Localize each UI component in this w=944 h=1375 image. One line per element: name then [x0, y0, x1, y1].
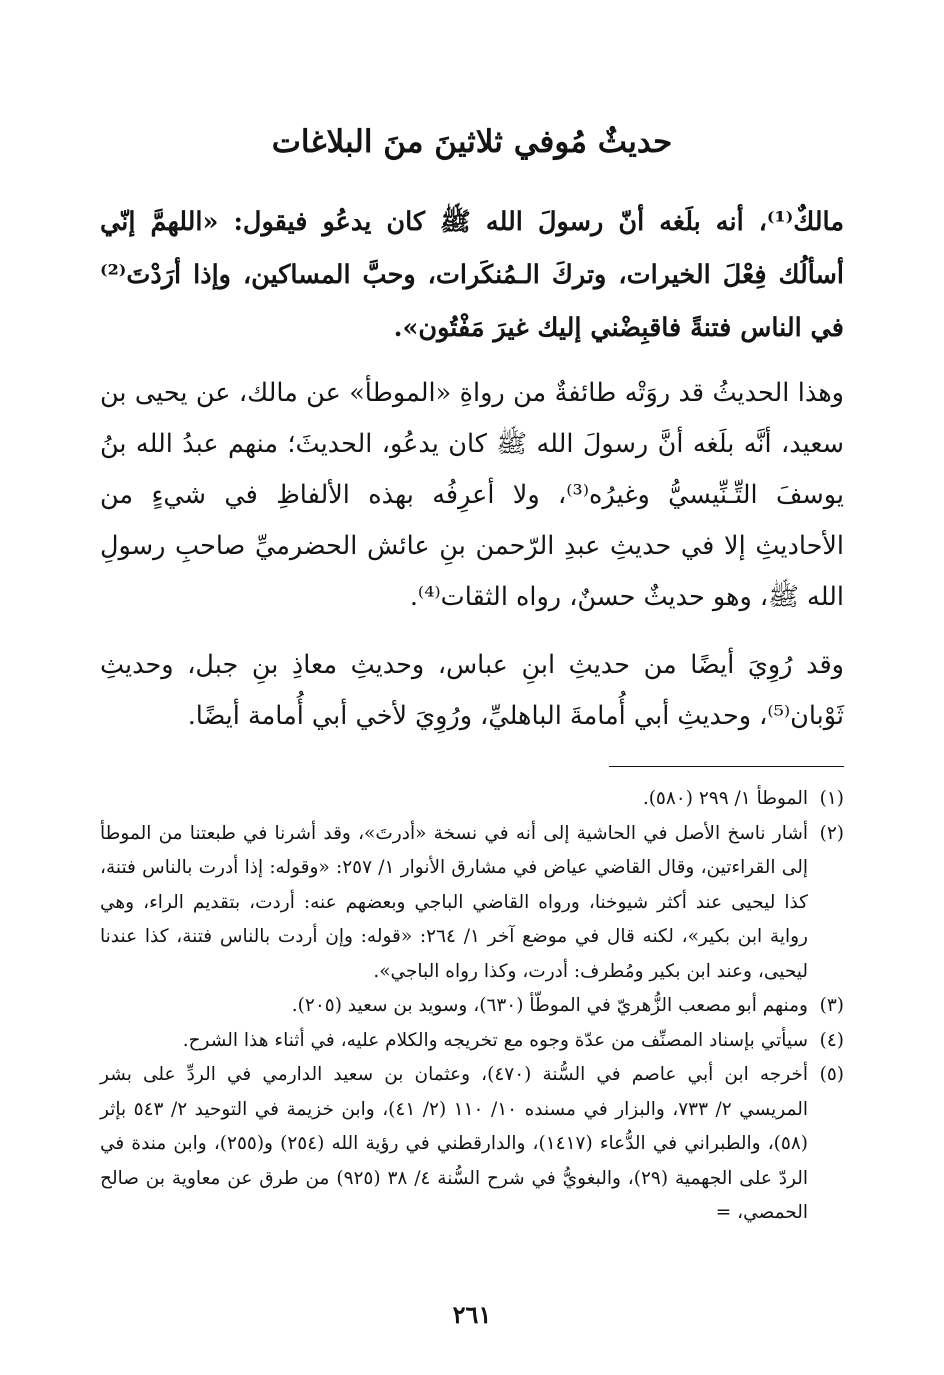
- footnote: [100, 817, 844, 990]
- footnote-separator: [609, 766, 844, 767]
- additional-narrations-paragraph: وقد رُوِيَ أيضًا من حديثِ ابنِ عباس، وحديثِ معاذِ بنِ جبل، وحديثِ ثَوْبان⁽⁵⁾، وحديثِ أبي أُمامةَ الباهليِّ، ورُوِيَ لأخي أبي أُمامة أيضًا.: [100, 650, 844, 731]
- footnote-number: (٤): [819, 1029, 844, 1051]
- commentary-paragraph: وهذا الحديثُ قد روَتْه طائفةٌ من رواةِ «الموطأ» عن مالك، عن يحيى بن سعيد، أنَّه بلَغه أنَّ رسولَ الله ﷺ كان يدعُو، الحديثَ؛ منهم عبدُ الله بنُ يوسفَ التِّـنِّيسيُّ وغيرُه⁽³⁾، ولا أعرِفُه بهذه الألفاظِ في شيءٍ من الأحاديثِ إلا في حديثِ عبدِ الرّحمن بنِ عائش الحضرميِّ صاحبِ رسولِ الله ﷺ، وهو حديثٌ حسنٌ، رواه الثقات⁽⁴⁾.: [100, 378, 844, 612]
- page-number: ٢٦١: [452, 1300, 492, 1329]
- footnote-number: (٥): [819, 1064, 844, 1085]
- footnote: [100, 1024, 844, 1059]
- footnote-text: أشار ناسخ الأصل في الحاشية إلى أنه في نسخة «أدرتَ»، وقد أشرنا في طبعتنا من الموطأ إلى القراءتين، وقال القاضي عياض في مشارق الأنوار ١/ ٢٥٧: «وقوله: إذا أدرت بالناس فتنة، كذا ليحيى عند أكثر شيوخنا، ورواه القاضي الباجي وبعضهم عنه: أردت، بتقديم الراء، وهي رواية ابن بكير»، لكنه قال في موضع آخر ١/ ٢٦٤: «قوله: وإن أردت بالناس فتنة، كذا عندنا ليحيى، وعند ابن بكير ومُطرف: أدرت، وكذا رواه الباجي».: [100, 822, 808, 982]
- footnote-number: (٣): [819, 995, 844, 1016]
- footnote: [100, 989, 844, 1024]
- hadith-paragraph: مالكٌ⁽¹⁾، أنه بلَغه أنّ رسولَ الله ﷺ كان يدعُو فيقول: «اللهمَّ إنّي أسألُك فِعْلَ الخيرات، وتركَ الـمُنكَرات، وحبَّ المساكين، وإذا أرَدْتَ⁽²⁾ في الناس فتنةً فاقبِضْني إليك غيرَ مَفْتُون».: [100, 207, 844, 343]
- footnote-text: ومنهم أبو مصعب الزُّهريّ في الموطّأ (٦٣٠)، وسويد بن سعيد (٢٠٥).: [291, 995, 808, 1016]
- book-page: [100, 100, 844, 1350]
- footnote: [100, 782, 844, 817]
- chapter-title: حديثٌ مُوفي ثلاثينَ منَ البلاغات: [271, 124, 673, 160]
- footnote-text: سيأتي بإسناد المصنِّف من عدّة وجوه مع تخريجه والكلام عليه، في أثناء هذا الشرح.: [182, 1029, 808, 1051]
- footnote-number: (١): [819, 788, 844, 809]
- footnote: [100, 1058, 844, 1231]
- footnote-text: أخرجه ابن أبي عاصم في السُّنة (٤٧٠)، وعثمان بن سعيد الدارمي في الردِّ على بشر المريسي ٢/ ٧٣٣، والبزار في مسنده ١٠/ ١١٠ (٢/ ٤١)، وابن خزيمة في التوحيد ٢/ ٥٤٣ بإثر (٥٨)، والطبراني في الدُّعاء (١٤١٧)، والدارقطني في رؤية الله (٢٥٤) و(٢٥٥)، وابن مندة في الردّ على الجهمية (٢٩)، والبغويُّ في شرح السُّنة ٤/ ٣٨ (٩٢٥) من طرق عن معاوية بن صالح الحمصي، =: [100, 1064, 808, 1223]
- footnotes-list: [100, 782, 844, 1231]
- footnote-number: (٢): [819, 822, 844, 844]
- footnote-text: الموطأ ١/ ٢٩٩ (٥٨٠).: [642, 788, 808, 809]
